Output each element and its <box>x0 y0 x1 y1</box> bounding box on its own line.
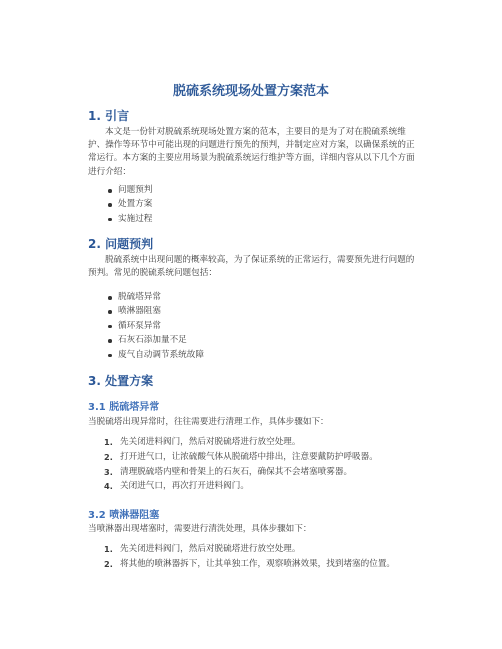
tower-paragraph: 当脱硫塔出现异常时，往往需要进行清理工作，具体步骤如下： <box>88 417 329 427</box>
step-item: 2. 打开进气口，让浓硫酸气体从脱硫塔中排出，注意要戴防护呼吸器。 <box>104 451 378 462</box>
bullet-icon <box>108 296 112 300</box>
subsection-heading-tower: 3.1 脱硫塔异常 <box>88 402 160 413</box>
tower-steps <box>88 436 420 495</box>
prediction-list <box>88 290 204 362</box>
section-heading-prediction: 2. 问题预判 <box>88 237 154 251</box>
list-item: 处置方案 <box>88 197 152 211</box>
list-item: 喷淋器阻塞 <box>88 304 204 318</box>
subsection-heading-sprayer: 3.2 喷淋器阻塞 <box>88 510 160 521</box>
bullet-icon <box>108 203 112 207</box>
list-item: 石灰石添加量不足 <box>88 333 204 347</box>
bullet-icon <box>108 218 112 222</box>
bullet-icon <box>108 189 112 193</box>
list-item: 问题预判 <box>88 183 152 197</box>
prediction-paragraph: 脱硫系统中出现问题的概率较高，为了保证系统的正常运行，需要预先进行问题的预判。常见的脱硫系统问题包括： <box>88 255 415 279</box>
sprayer-steps <box>88 543 420 573</box>
document-title: 脱硫系统现场处置方案范本 <box>172 84 329 99</box>
step-item: 3. 清理脱硫塔内壁和骨架上的石灰石，确保其不会堵塞喷雾器。 <box>104 466 353 477</box>
bullet-icon <box>108 339 112 343</box>
intro-paragraph: 本文是一份针对脱硫系统现场处置方案的范本，主要目的是为了对在脱硫系统维护、操作等环节中可能出现的问题进行预先的预判，并制定应对方案，以确保系统的正常运行。本方案的主要应用场景为脱硫系统运行维护等方面，详细内容从以下几个方面进行介绍： <box>88 127 415 177</box>
list-item: 循环泵异常 <box>88 319 204 333</box>
section-heading-plan: 3. 处置方案 <box>88 374 154 388</box>
section-heading-intro: 1. 引言 <box>88 109 130 123</box>
step-item: 2. 将其他的喷淋器拆下，让其单独工作，观察喷淋效果，找到堵塞的位置。 <box>104 558 396 569</box>
intro-list <box>88 183 152 226</box>
bullet-icon <box>108 354 112 358</box>
list-item: 实施过程 <box>88 212 152 226</box>
sprayer-paragraph: 当喷淋器出现堵塞时，需要进行清洗处理，具体步骤如下： <box>88 524 312 534</box>
bullet-icon <box>108 325 112 329</box>
bullet-icon <box>108 310 112 314</box>
list-item: 脱硫塔异常 <box>88 290 204 304</box>
list-item: 废气自动调节系统故障 <box>88 348 204 362</box>
step-item: 1. 先关闭进料阀门，然后对脱硫塔进行放空处理。 <box>104 437 301 447</box>
step-item: 1. 先关闭进料阀门，然后对脱硫塔进行放空处理。 <box>104 544 301 554</box>
step-item: 4. 关闭进气口，再次打开进料阀门。 <box>104 481 249 492</box>
